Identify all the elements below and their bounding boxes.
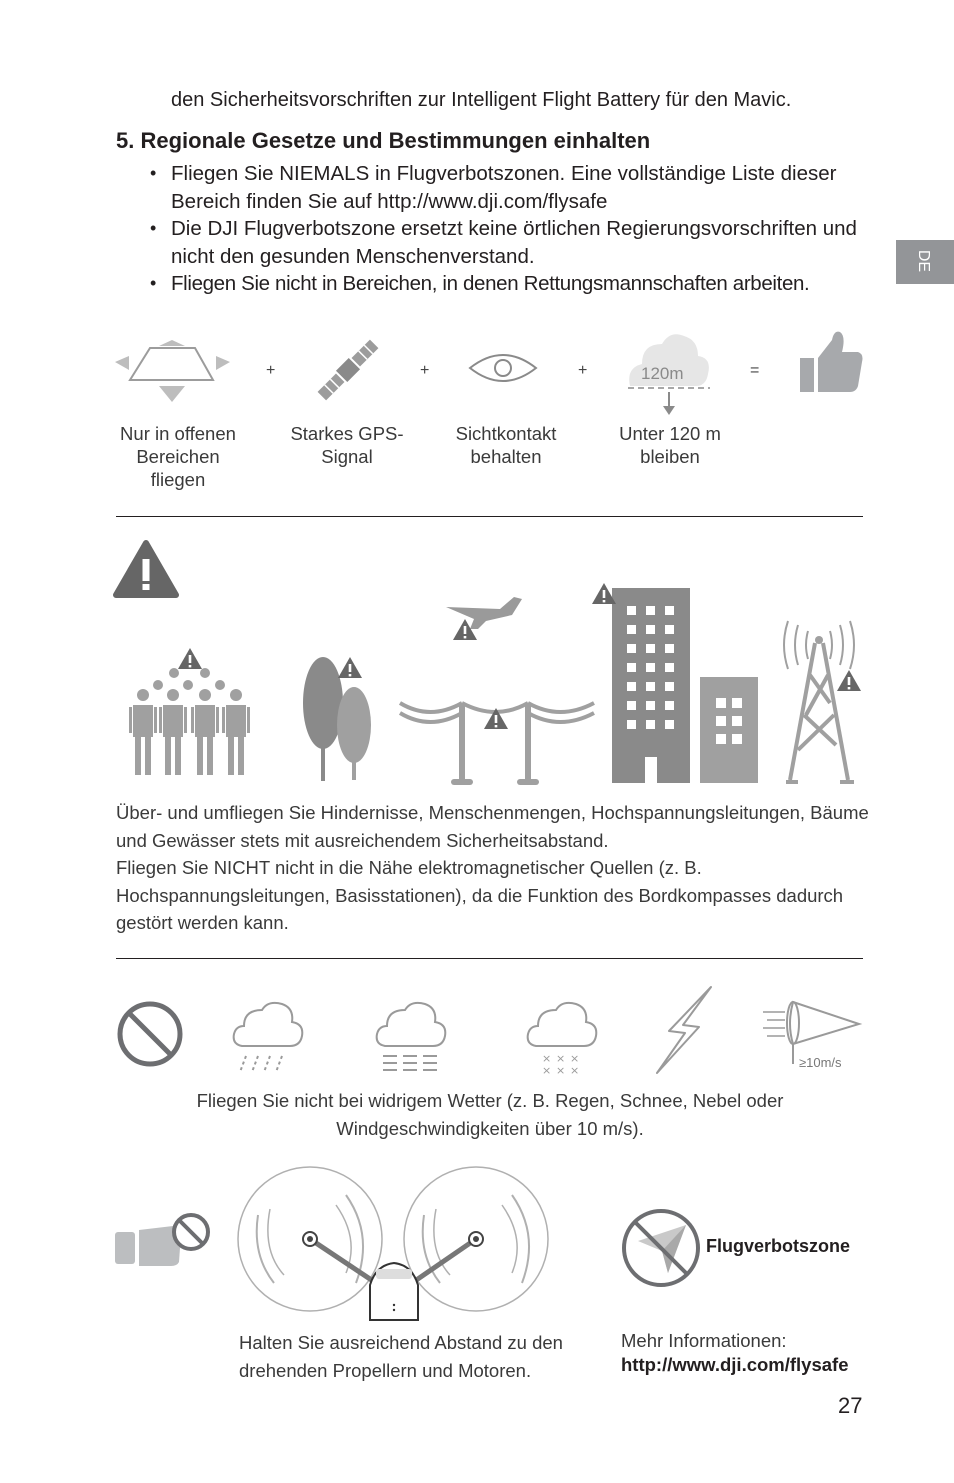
caption-eye: Sichtkontakt behalten [455,423,557,467]
propeller-caption: Halten Sie ausreichend Abstand zu den drehenden Propellern und Motoren. [239,1332,563,1381]
obstacles-illustration [110,535,870,790]
svg-text:×: × [542,1064,552,1077]
obstacles-text [116,799,876,937]
svg-text:×: × [556,1052,566,1065]
snow-icon [526,1000,600,1078]
obstacles-text-2: Fliegen Sie NICHT nicht in die Nähe elektromagnetischer Quellen (z. B. Hochspannungsleitungen, Basisstationen), da die Funktion des Bordkompasses dadurch gestört werden kann. [116,857,844,933]
altitude-label: 120m [641,364,684,383]
section-heading: 5. Regionale Gesetze und Bestimmungen einhalten [116,128,651,153]
plus-sign: + [420,362,430,379]
plus-sign: + [578,362,588,379]
lightning-icon [655,985,715,1075]
caption-gps: Starkes GPS-Signal [290,423,404,467]
bullet-item: • Fliegen Sie nicht in Bereichen, in denen Rettungsmannschaften arbeiten. [150,270,870,298]
section-bullets [150,160,870,298]
language-tab-label: DE [915,249,932,273]
language-tab [896,240,954,284]
eye-icon [468,350,538,386]
caption-altitude: Unter 120 m bleiben [619,423,721,467]
warning-icon [116,543,176,595]
drone-propellers-illustration [236,1165,552,1320]
thumbs-up-icon [798,330,864,394]
wind-speed-label: ≥10m/s [799,1055,842,1070]
divider [116,958,863,959]
no-hand-icon [115,1212,215,1268]
no-fly-zone-icon [620,1207,702,1289]
bullet-item: • Fliegen Sie NIEMALS in Flugverbotszonen. Eine vollständige Liste dieser Bereich finden Sie auf http://www.dji.com/flysafe [150,160,870,215]
weather-caption: Fliegen Sie nicht bei widrigem Wetter (z. B. Regen, Schnee, Nebel oder Windgeschwindigkeiten über 10 m/s). [196,1090,784,1139]
rain-icon [232,1000,306,1078]
bullet-item: • Die DJI Flugverbotszone ersetzt keine örtlichen Regierungsvorschriften und nicht den gesunden Menschenverstand. [150,215,870,270]
intro-line: den Sicherheitsvorschriften zur Intelligent Flight Battery für den Mavic. [171,89,792,111]
flysafe-link[interactable]: http://www.dji.com/flysafe [621,1354,849,1375]
divider [116,516,863,517]
svg-text:×: × [570,1052,580,1065]
fog-icon [375,1000,449,1078]
page-number: 27 [838,1393,863,1418]
wind-icon [763,998,863,1048]
satellite-icon [313,335,383,405]
prohibited-icon [116,1000,184,1068]
caption-open-area: Nur in offenen Bereichen fliegen [120,423,236,490]
obstacles-text-1: Über- und umfliegen Sie Hindernisse, Menschenmengen, Hochspannungsleitungen, Bäume und Gewässer stets mit ausreichendem Sicherheitsabstand. [116,802,869,851]
svg-text:×: × [556,1064,566,1077]
more-info-label: Mehr Informationen: [621,1330,787,1351]
svg-text:×: × [542,1052,552,1065]
no-fly-zone-label: Flugverbotszone [706,1236,851,1256]
plus-sign: + [266,362,276,379]
equals-sign: = [750,362,760,379]
open-area-icon [115,340,230,405]
svg-text:×: × [570,1064,580,1077]
more-info [621,1329,849,1377]
